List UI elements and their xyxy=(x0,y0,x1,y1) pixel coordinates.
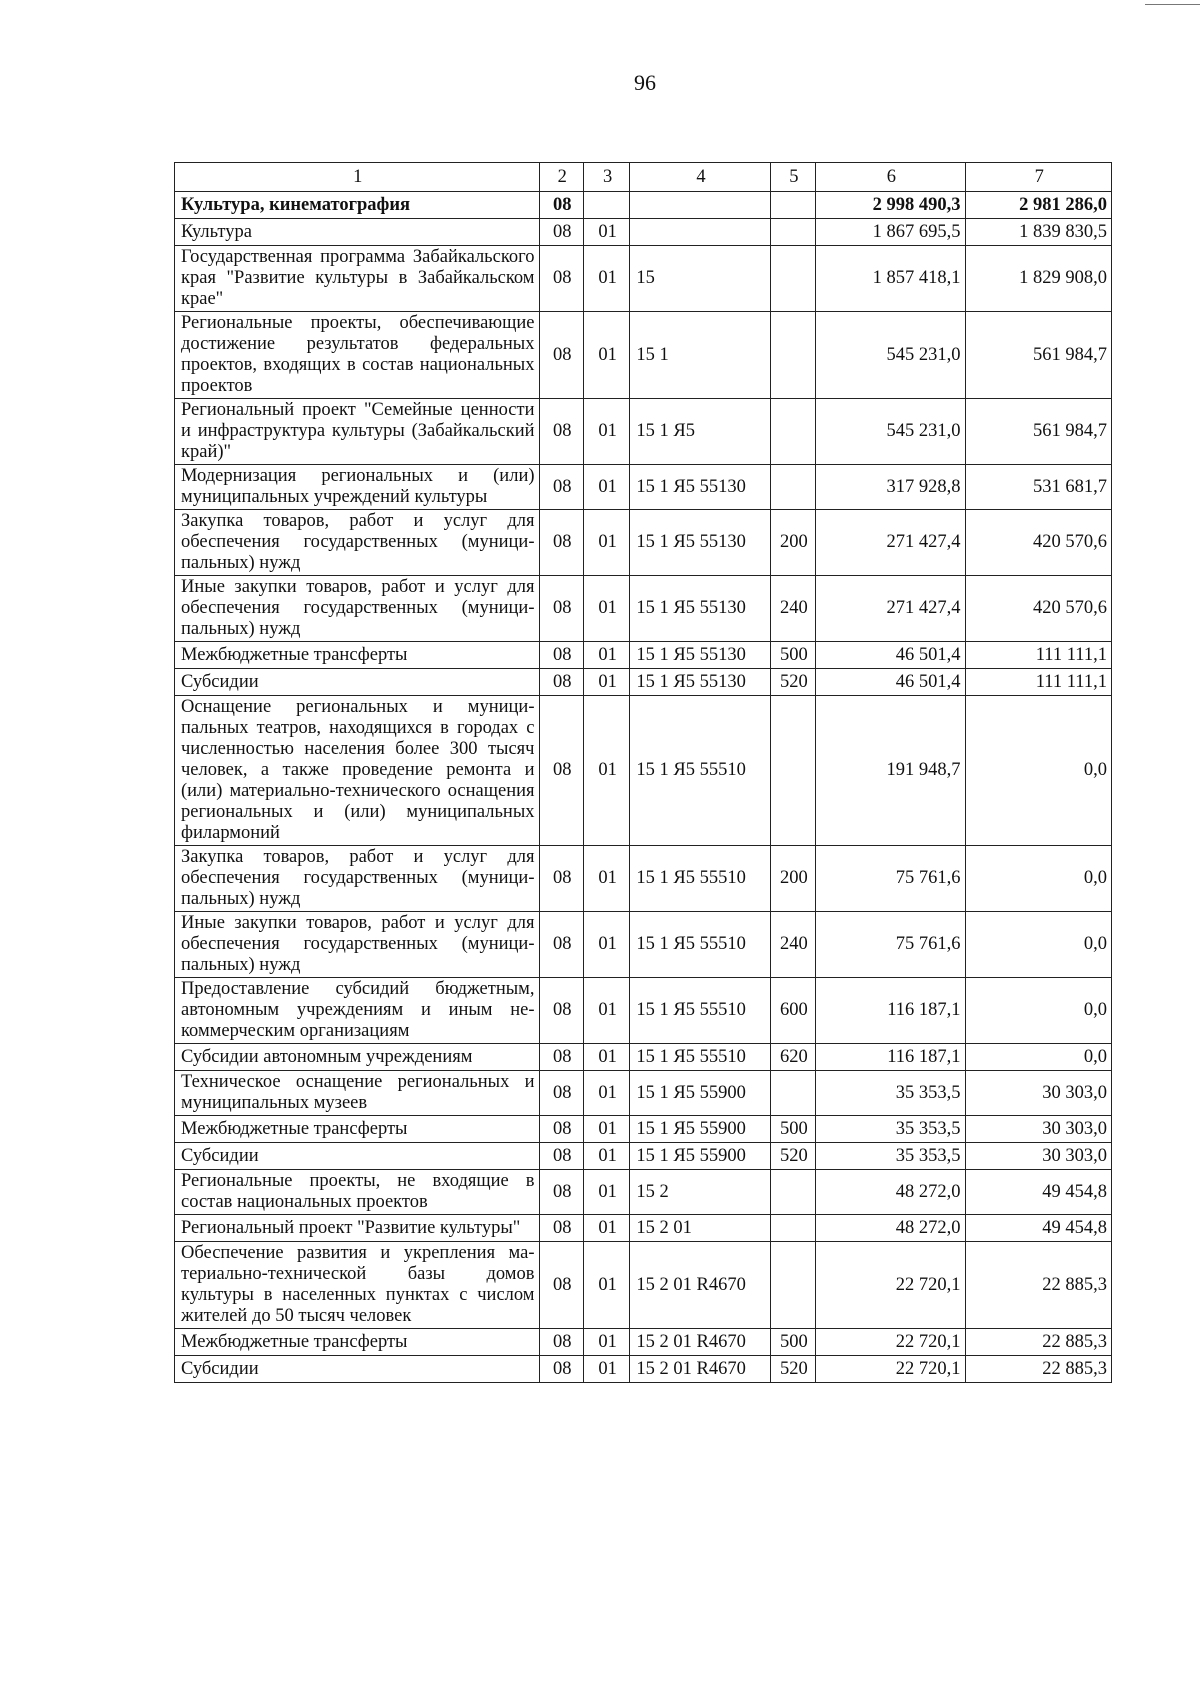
table-row xyxy=(175,1242,1112,1329)
amount-year1-cell: 22 720,1 xyxy=(816,1329,965,1356)
target-article-cell: 15 1 Я5 55510 xyxy=(630,978,770,1044)
row-name-cell: Культура, кинематография xyxy=(175,192,540,219)
section-code-cell: 08 xyxy=(539,669,583,696)
budget-table xyxy=(174,162,1112,1383)
section-code-cell: 08 xyxy=(539,642,583,669)
row-name-cell: Иные закупки товаров, работ и услуг для обеспечения государственных (муниципальных) нужд xyxy=(175,912,540,978)
amount-year2-cell: 0,0 xyxy=(965,978,1111,1044)
target-article-cell: 15 1 Я5 55130 xyxy=(630,576,770,642)
subsection-code-cell: 01 xyxy=(583,1044,629,1071)
amount-year2-cell: 0,0 xyxy=(965,1044,1111,1071)
expense-type-cell xyxy=(770,1215,815,1242)
expense-type-cell xyxy=(770,1170,815,1215)
table-row xyxy=(175,1044,1112,1071)
row-name-cell: Региональные проекты, не входящие в состав национальных проектов xyxy=(175,1170,540,1215)
row-name-cell: Предоставление субсидий бюджетным, автономным учреждениям и иным некоммерческим организациям xyxy=(175,978,540,1044)
row-name-cell: Техническое оснащение региональных и муниципальных музеев xyxy=(175,1071,540,1116)
section-code-cell: 08 xyxy=(539,1215,583,1242)
row-name-cell: Региональные проекты, обеспечивающие достижение результатов федеральных проектов, входящих в состав национальных проектов xyxy=(175,312,540,399)
row-name-cell: Субсидии xyxy=(175,669,540,696)
amount-year1-cell: 1 857 418,1 xyxy=(816,246,965,312)
row-name-cell: Иные закупки товаров, работ и услуг для обеспечения государственных (муниципальных) нужд xyxy=(175,576,540,642)
expense-type-cell xyxy=(770,219,815,246)
expense-type-cell xyxy=(770,465,815,510)
subsection-code-cell: 01 xyxy=(583,1215,629,1242)
subsection-code-cell: 01 xyxy=(583,1329,629,1356)
section-code-cell: 08 xyxy=(539,192,583,219)
target-article-cell: 15 1 Я5 55900 xyxy=(630,1143,770,1170)
target-article-cell: 15 1 Я5 55130 xyxy=(630,465,770,510)
table-row xyxy=(175,192,1112,219)
table-row xyxy=(175,642,1112,669)
table-row xyxy=(175,246,1112,312)
section-code-cell: 08 xyxy=(539,912,583,978)
section-code-cell: 08 xyxy=(539,978,583,1044)
amount-year2-cell: 30 303,0 xyxy=(965,1116,1111,1143)
amount-year1-cell: 46 501,4 xyxy=(816,642,965,669)
subsection-code-cell: 01 xyxy=(583,1242,629,1329)
table-row xyxy=(175,912,1112,978)
row-name-cell: Государственная программа Забайкальского края "Развитие культуры в Забайкальском крае" xyxy=(175,246,540,312)
amount-year1-cell: 1 867 695,5 xyxy=(816,219,965,246)
amount-year2-cell: 22 885,3 xyxy=(965,1356,1111,1383)
column-number-header: 2 xyxy=(539,163,583,192)
section-code-cell: 08 xyxy=(539,246,583,312)
subsection-code-cell: 01 xyxy=(583,642,629,669)
expense-type-cell: 520 xyxy=(770,1356,815,1383)
expense-type-cell: 600 xyxy=(770,978,815,1044)
row-name-cell: Межбюджетные трансферты xyxy=(175,1116,540,1143)
amount-year1-cell: 22 720,1 xyxy=(816,1356,965,1383)
column-number-header: 3 xyxy=(583,163,629,192)
target-article-cell: 15 xyxy=(630,246,770,312)
target-article-cell: 15 2 01 R4670 xyxy=(630,1329,770,1356)
amount-year1-cell: 271 427,4 xyxy=(816,576,965,642)
column-number-header: 5 xyxy=(770,163,815,192)
table-row xyxy=(175,978,1112,1044)
amount-year2-cell: 0,0 xyxy=(965,912,1111,978)
amount-year1-cell: 22 720,1 xyxy=(816,1242,965,1329)
amount-year1-cell: 48 272,0 xyxy=(816,1170,965,1215)
row-name-cell: Региональный проект "Развитие культуры" xyxy=(175,1215,540,1242)
target-article-cell: 15 1 xyxy=(630,312,770,399)
section-code-cell: 08 xyxy=(539,465,583,510)
amount-year1-cell: 271 427,4 xyxy=(816,510,965,576)
target-article-cell: 15 1 Я5 55130 xyxy=(630,642,770,669)
expense-type-cell: 200 xyxy=(770,510,815,576)
row-name-cell: Межбюджетные трансферты xyxy=(175,642,540,669)
section-code-cell: 08 xyxy=(539,1143,583,1170)
target-article-cell: 15 1 Я5 55900 xyxy=(630,1071,770,1116)
row-name-cell: Закупка товаров, работ и услуг для обеспечения государственных (муниципальных) нужд xyxy=(175,846,540,912)
target-article-cell: 15 1 Я5 55510 xyxy=(630,912,770,978)
target-article-cell: 15 2 01 R4670 xyxy=(630,1356,770,1383)
section-code-cell: 08 xyxy=(539,1242,583,1329)
amount-year1-cell: 2 998 490,3 xyxy=(816,192,965,219)
subsection-code-cell: 01 xyxy=(583,1071,629,1116)
amount-year2-cell: 420 570,6 xyxy=(965,576,1111,642)
section-code-cell: 08 xyxy=(539,846,583,912)
section-code-cell: 08 xyxy=(539,576,583,642)
table-row xyxy=(175,1116,1112,1143)
budget-table-body xyxy=(175,163,1112,1383)
target-article-cell: 15 1 Я5 55130 xyxy=(630,669,770,696)
section-code-cell: 08 xyxy=(539,1044,583,1071)
section-code-cell: 08 xyxy=(539,1170,583,1215)
expense-type-cell: 240 xyxy=(770,576,815,642)
expense-type-cell: 620 xyxy=(770,1044,815,1071)
target-article-cell: 15 1 Я5 55510 xyxy=(630,846,770,912)
amount-year2-cell: 0,0 xyxy=(965,696,1111,846)
subsection-code-cell xyxy=(583,192,629,219)
table-row xyxy=(175,465,1112,510)
target-article-cell xyxy=(630,192,770,219)
table-row xyxy=(175,312,1112,399)
expense-type-cell xyxy=(770,192,815,219)
section-code-cell: 08 xyxy=(539,399,583,465)
amount-year2-cell: 30 303,0 xyxy=(965,1143,1111,1170)
row-name-cell: Обеспечение развития и укрепления материально-технической базы домов культуры в населенных пунктах с числом жителей до 50 тысяч человек xyxy=(175,1242,540,1329)
amount-year1-cell: 317 928,8 xyxy=(816,465,965,510)
amount-year1-cell: 545 231,0 xyxy=(816,312,965,399)
subsection-code-cell: 01 xyxy=(583,1143,629,1170)
column-number-header: 6 xyxy=(816,163,965,192)
amount-year2-cell: 111 111,1 xyxy=(965,669,1111,696)
amount-year1-cell: 545 231,0 xyxy=(816,399,965,465)
target-article-cell: 15 1 Я5 xyxy=(630,399,770,465)
table-row xyxy=(175,510,1112,576)
subsection-code-cell: 01 xyxy=(583,219,629,246)
expense-type-cell: 520 xyxy=(770,1143,815,1170)
table-row xyxy=(175,219,1112,246)
table-row xyxy=(175,399,1112,465)
table-row xyxy=(175,1215,1112,1242)
column-number-row xyxy=(175,163,1112,192)
subsection-code-cell: 01 xyxy=(583,846,629,912)
table-row xyxy=(175,1071,1112,1116)
amount-year2-cell: 22 885,3 xyxy=(965,1329,1111,1356)
amount-year2-cell: 49 454,8 xyxy=(965,1215,1111,1242)
section-code-cell: 08 xyxy=(539,1116,583,1143)
subsection-code-cell: 01 xyxy=(583,1170,629,1215)
expense-type-cell: 500 xyxy=(770,1116,815,1143)
subsection-code-cell: 01 xyxy=(583,912,629,978)
row-name-cell: Оснащение региональных и муниципальных театров, находящихся в городах с численностью населения более 300 тысяч человек, а также проведение ремонта и (или) материально-технического оснащения региональных и (или) муниципальных филармоний xyxy=(175,696,540,846)
amount-year1-cell: 35 353,5 xyxy=(816,1143,965,1170)
row-name-cell: Модернизация региональных и (или) муниципальных учреждений культуры xyxy=(175,465,540,510)
column-number-header: 7 xyxy=(965,163,1111,192)
amount-year1-cell: 116 187,1 xyxy=(816,978,965,1044)
amount-year2-cell: 420 570,6 xyxy=(965,510,1111,576)
expense-type-cell: 520 xyxy=(770,669,815,696)
target-article-cell: 15 2 01 R4670 xyxy=(630,1242,770,1329)
section-code-cell: 08 xyxy=(539,696,583,846)
section-code-cell: 08 xyxy=(539,1356,583,1383)
subsection-code-cell: 01 xyxy=(583,510,629,576)
subsection-code-cell: 01 xyxy=(583,576,629,642)
page-number: 96 xyxy=(634,70,656,95)
table-row xyxy=(175,669,1112,696)
subsection-code-cell: 01 xyxy=(583,696,629,846)
subsection-code-cell: 01 xyxy=(583,1356,629,1383)
amount-year1-cell: 116 187,1 xyxy=(816,1044,965,1071)
amount-year1-cell: 46 501,4 xyxy=(816,669,965,696)
section-code-cell: 08 xyxy=(539,1329,583,1356)
amount-year2-cell: 22 885,3 xyxy=(965,1242,1111,1329)
subsection-code-cell: 01 xyxy=(583,465,629,510)
expense-type-cell xyxy=(770,1071,815,1116)
expense-type-cell xyxy=(770,246,815,312)
amount-year1-cell: 48 272,0 xyxy=(816,1215,965,1242)
target-article-cell xyxy=(630,219,770,246)
amount-year2-cell: 561 984,7 xyxy=(965,312,1111,399)
row-name-cell: Межбюджетные трансферты xyxy=(175,1329,540,1356)
section-code-cell: 08 xyxy=(539,1071,583,1116)
amount-year1-cell: 75 761,6 xyxy=(816,912,965,978)
amount-year1-cell: 191 948,7 xyxy=(816,696,965,846)
target-article-cell: 15 1 Я5 55510 xyxy=(630,1044,770,1071)
amount-year2-cell: 111 111,1 xyxy=(965,642,1111,669)
amount-year2-cell: 30 303,0 xyxy=(965,1071,1111,1116)
row-name-cell: Субсидии автономным учреждениям xyxy=(175,1044,540,1071)
expense-type-cell: 500 xyxy=(770,1329,815,1356)
column-number-header: 1 xyxy=(175,163,540,192)
amount-year2-cell: 49 454,8 xyxy=(965,1170,1111,1215)
subsection-code-cell: 01 xyxy=(583,978,629,1044)
column-number-header: 4 xyxy=(630,163,770,192)
section-code-cell: 08 xyxy=(539,312,583,399)
amount-year2-cell: 0,0 xyxy=(965,846,1111,912)
table-row xyxy=(175,846,1112,912)
row-name-cell: Субсидии xyxy=(175,1356,540,1383)
amount-year1-cell: 35 353,5 xyxy=(816,1071,965,1116)
row-name-cell: Субсидии xyxy=(175,1143,540,1170)
amount-year2-cell: 1 829 908,0 xyxy=(965,246,1111,312)
expense-type-cell xyxy=(770,696,815,846)
amount-year1-cell: 35 353,5 xyxy=(816,1116,965,1143)
amount-year1-cell: 75 761,6 xyxy=(816,846,965,912)
subsection-code-cell: 01 xyxy=(583,246,629,312)
amount-year2-cell: 1 839 830,5 xyxy=(965,219,1111,246)
amount-year2-cell: 2 981 286,0 xyxy=(965,192,1111,219)
amount-year2-cell: 531 681,7 xyxy=(965,465,1111,510)
subsection-code-cell: 01 xyxy=(583,399,629,465)
expense-type-cell: 500 xyxy=(770,642,815,669)
row-name-cell: Закупка товаров, работ и услуг для обеспечения государственных (муниципальных) нужд xyxy=(175,510,540,576)
amount-year2-cell: 561 984,7 xyxy=(965,399,1111,465)
table-row xyxy=(175,696,1112,846)
target-article-cell: 15 2 01 xyxy=(630,1215,770,1242)
top-edge-rule xyxy=(1145,4,1200,5)
table-row xyxy=(175,1356,1112,1383)
expense-type-cell: 240 xyxy=(770,912,815,978)
section-code-cell: 08 xyxy=(539,219,583,246)
subsection-code-cell: 01 xyxy=(583,1116,629,1143)
target-article-cell: 15 1 Я5 55900 xyxy=(630,1116,770,1143)
section-code-cell: 08 xyxy=(539,510,583,576)
expense-type-cell xyxy=(770,1242,815,1329)
subsection-code-cell: 01 xyxy=(583,669,629,696)
target-article-cell: 15 1 Я5 55130 xyxy=(630,510,770,576)
expense-type-cell xyxy=(770,399,815,465)
subsection-code-cell: 01 xyxy=(583,312,629,399)
expense-type-cell: 200 xyxy=(770,846,815,912)
row-name-cell: Региональный проект "Семейные ценности и инфраструктура культуры (Забайкальский край)" xyxy=(175,399,540,465)
table-row xyxy=(175,576,1112,642)
table-row xyxy=(175,1170,1112,1215)
row-name-cell: Культура xyxy=(175,219,540,246)
table-row xyxy=(175,1329,1112,1356)
expense-type-cell xyxy=(770,312,815,399)
target-article-cell: 15 1 Я5 55510 xyxy=(630,696,770,846)
table-row xyxy=(175,1143,1112,1170)
target-article-cell: 15 2 xyxy=(630,1170,770,1215)
